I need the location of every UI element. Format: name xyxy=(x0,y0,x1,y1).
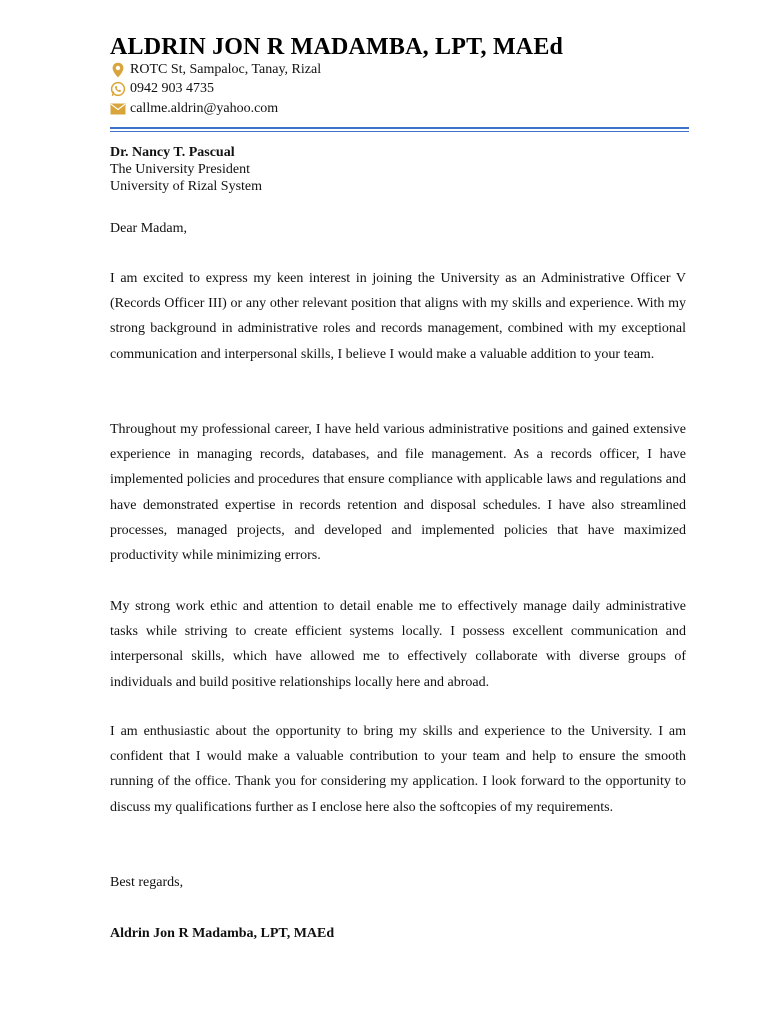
contact-phone xyxy=(110,80,214,98)
closing: Best regards, xyxy=(110,875,184,890)
location-pin-icon xyxy=(110,62,126,78)
contact-email xyxy=(110,100,278,118)
body-paragraph-4: I am enthusiastic about the opportunity to bring my skills and experience to the University. I am confident that I would make a valuable contribution to your team and help to ensure the smooth running of the office. Thank you for considering my application. I look forward to the opportunity to discuss my qualifications further as I enclose here also the softcopies of my requirements. xyxy=(110,724,686,815)
phone-text: 0942 903 4735 xyxy=(130,81,214,96)
body-paragraph-3: My strong work ethic and attention to detail enable me to effectively manage daily administrative tasks while striving to create efficient systems locally. I possess excellent communication and interpersonal skills, which have allowed me to effectively collaborate with diverse groups of individuals and build positive relationships locally here and abroad. xyxy=(110,599,686,690)
salutation: Dear Madam, xyxy=(110,221,187,236)
recipient-name: Dr. Nancy T. Pascual xyxy=(110,145,235,160)
email-text: callme.aldrin@yahoo.com xyxy=(130,101,279,116)
envelope-icon xyxy=(110,101,126,117)
address-text: ROTC St, Sampaloc, Tanay, Rizal xyxy=(130,62,322,77)
recipient-institution: University of Rizal System xyxy=(110,179,263,194)
recipient-block xyxy=(110,144,262,195)
signature-name: Aldrin Jon R Madamba, LPT, MAEd xyxy=(110,926,335,941)
contact-address xyxy=(110,61,321,79)
recipient-title: The University President xyxy=(110,162,250,177)
body-paragraph-2: Throughout my professional career, I have held various administrative positions and gained extensive experience in managing records, databases, and file management. As a records officer, I have implemented policies and procedures that ensure compliance with applicable laws and regulations and have demonstrated expertise in records retention and disposal schedules. I have also streamlined processes, managed projects, and developed and implemented policies that have maximized productivity while minimizing errors. xyxy=(110,422,686,564)
body-paragraph-1: I am excited to express my keen interest in joining the University as an Administrative Officer V (Records Officer III) or any other relevant position that aligns with my skills and experience. With my strong background in administrative roles and records management, combined with my exceptional communication and interpersonal skills, I believe I would make a valuable addition to your team. xyxy=(110,271,686,362)
header-divider xyxy=(110,127,689,132)
whatsapp-icon xyxy=(110,81,126,97)
sender-name: ALDRIN JON R MADAMBA, LPT, MAEd xyxy=(110,34,564,60)
